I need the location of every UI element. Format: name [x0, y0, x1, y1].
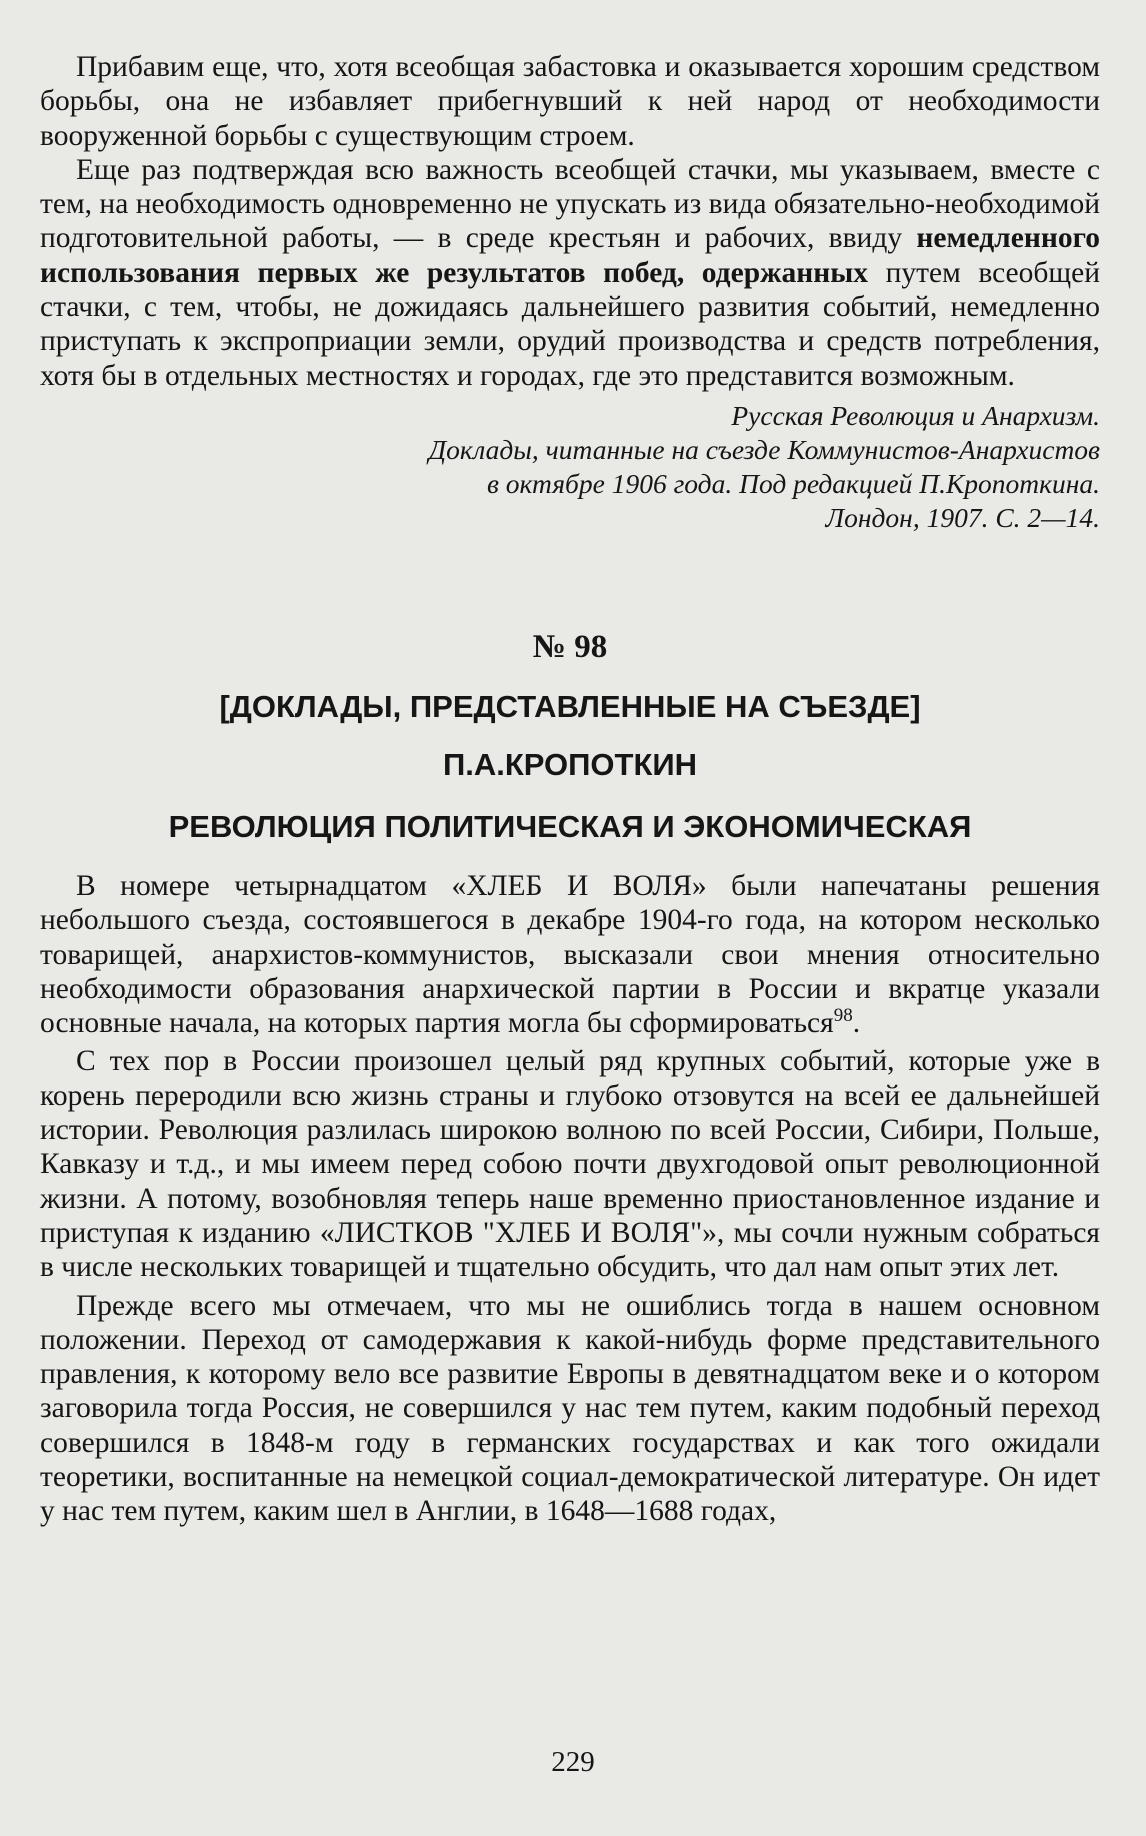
- article-paragraph-2-text: С тех пор в России произошел целый ряд крупных событий, которые уже в корень переродили всю жизнь страны и глубоко отзовутся на всей ее дальнейшей истории. Революция разлилась широкою волною по всей России, Сибири, Польше, Кавказу и т.д., и мы имеем перед собою почти двухгодовой опыт революционной жизни. А потому, возобновляя теперь наше временно приостановленное издание и приступая к изданию «ЛИСТКОВ "ХЛЕБ И ВОЛЯ"», мы сочли нужным собраться в числе нескольких товарищей и тщательно обсудить, что дал нам опыт этих лет.: [40, 1045, 1100, 1284]
- citation-line-2: Доклады, читанные на съезде Коммунистов-Анархистов: [428, 433, 1100, 465]
- intro-paragraph-1-text: Прибавим еще, что, хотя всеобщая забастовка и оказывается хорошим средством борьбы, она не избавляет прибегнувший к ней народ от необходимости вооруженной борьбы с существующим строем.: [40, 51, 1100, 152]
- article-paragraph-3-text: Прежде всего мы отмечаем, что мы не ошиблись тогда в нашем основном положении. Переход от самодержавия к какой-нибудь форме представительного правления, к которому вело все развитие Европы в девятнадцатом веке и о котором заговорила тогда Россия, не совершился у нас тем путем, каким подобный переход совершился в 1848-м году в германских государствах и как того ожидали теоретики, воспитанные на немецкой социал-демократической литературе. Он идет у нас тем путем, каким шел в Англии, в 1648—1688 годах,: [40, 1289, 1100, 1528]
- citation-line-3: в октябре 1906 года. Под редакцией П.Кропоткина.: [486, 467, 1100, 499]
- article-paragraph-1-end: .: [852, 1007, 861, 1040]
- intro-paragraph-2-bold-text: немедленного использования первых же результатов побед, одержанных: [40, 222, 1100, 289]
- author-name: П.А.КРОПОТКИН: [442, 746, 698, 782]
- article-paragraph-1: [40, 869, 1100, 1040]
- citation-line-4: Лондон, 1907. С. 2—14.: [825, 501, 1100, 533]
- footnote-marker[interactable]: 98: [833, 1005, 853, 1027]
- article-title: РЕВОЛЮЦИЯ ПОЛИТИЧЕСКАЯ И ЭКОНОМИЧЕСКАЯ: [168, 808, 972, 844]
- intro-paragraph-2-text-before: Еще раз подтверждая всю важность всеобщей стачки, мы указываем, вместе с тем, на необходимость одновременно не упускать из вида обязательно-необходимой подготовительной работы, — в среде крестьян и рабочих, ввиду: [40, 153, 1100, 255]
- page-number: 229: [551, 1746, 595, 1778]
- article-paragraph-2: [40, 1044, 1100, 1284]
- intro-paragraph-2-text-after: путем всеобщей стачки, с тем, чтобы, не дожидаясь дальнейшего развития событий, немедленно приступать к экспроприации земли, орудий производства и средств потребления, хотя бы в отдельных местностях и городах, где это представится возможным.: [40, 256, 1100, 392]
- intro-paragraph-1: [40, 50, 1100, 153]
- article-paragraph-3: [40, 1289, 1100, 1529]
- intro-paragraph-2: [40, 153, 1100, 393]
- document-number: № 98: [532, 628, 608, 665]
- document-title: [ДОКЛАДЫ, ПРЕДСТАВЛЕННЫЕ НА СЪЕЗДЕ]: [219, 688, 921, 724]
- article-paragraph-1-text: В номере четырнадцатом «ХЛЕБ И ВОЛЯ» были напечатаны решения небольшого съезда, состоявшегося в декабре 1904-го года, на котором несколько товарищей, анархистов-коммунистов, высказали свои мнения относительно необходимости образования анархической партии в России и вкратце указали основные начала, на которых партия могла бы сформироваться: [40, 869, 1100, 1040]
- source-citation: [40, 399, 1100, 535]
- citation-line-1: Русская Революция и Анархизм.: [731, 399, 1100, 431]
